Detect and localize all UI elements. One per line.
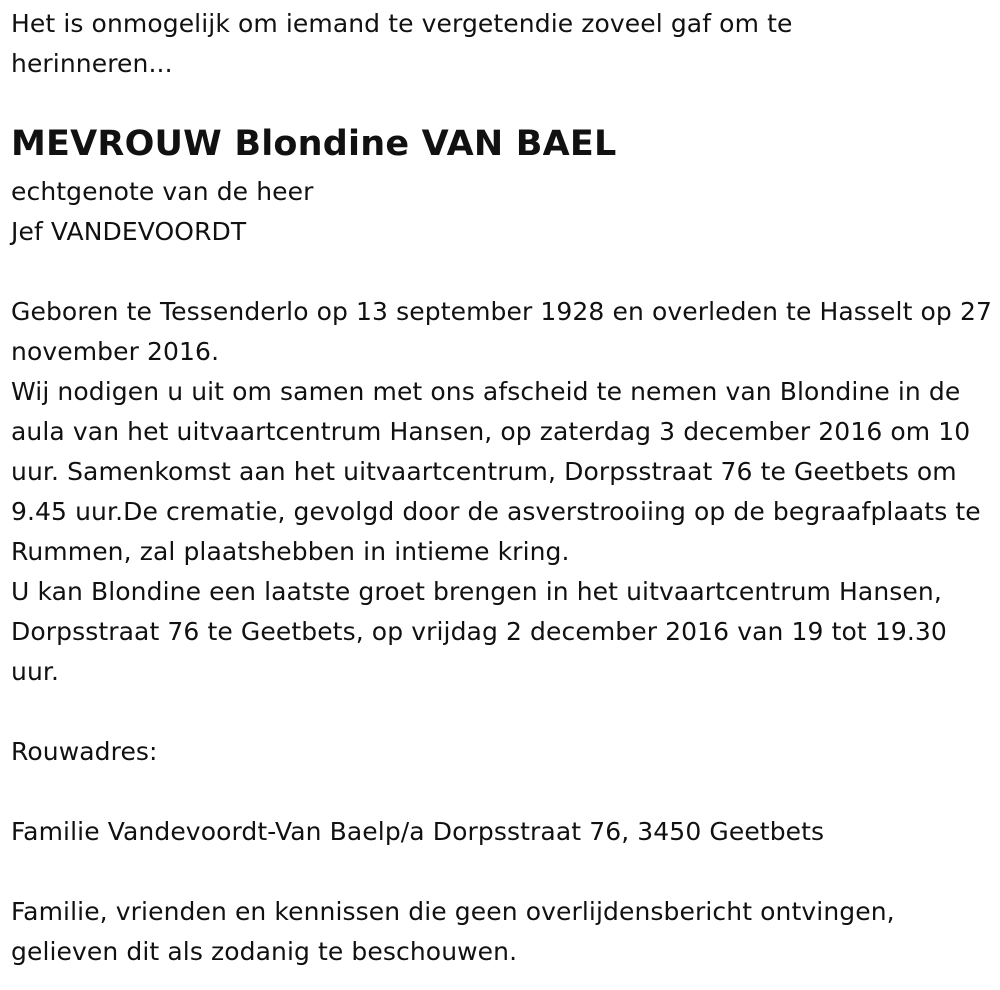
- mourning-address: Familie Vandevoordt-Van Baelp/a Dorpsstraat 76, 3450 Geetbets: [11, 817, 825, 846]
- visitation-text: U kan Blondine een laatste groet brengen in het uitvaartcentrum Hansen, Dorpsstraat 76 te Geetbets, op vrijdag 2 december 2016 van 19 tot 19.30 uur.: [11, 577, 947, 686]
- deceased-name: MEVROUW Blondine VAN BAEL: [11, 124, 617, 164]
- spouse-line-1: echtgenote van de heer: [11, 177, 314, 206]
- intro-quote: Het is onmogelijk om iemand te vergetendie zoveel gaf om te herinneren...: [11, 9, 793, 78]
- details-block: [11, 292, 992, 692]
- closing-text: Familie, vrienden en kennissen die geen overlijdensbericht ontvingen, gelieven dit als zodanig te beschouwen.: [11, 897, 895, 966]
- spouse-line-2: Jef VANDEVOORDT: [11, 217, 247, 246]
- farewell-text: Wij nodigen u uit om samen met ons afscheid te nemen van Blondine in de aula van het uitvaartcentrum Hansen, op zaterdag 3 december 2016 om 10 uur. Samenkomst aan het uitvaartcentrum, Dorpsstraat 76 te Geetbets om 9.45 uur.De crematie, gevolgd door de asverstrooiing op de begraafplaats te Rummen, zal plaatshebben in intieme kring.: [11, 377, 981, 566]
- spouse-info: [11, 172, 992, 252]
- born-died-text: Geboren te Tessenderlo op 13 september 1928 en overleden te Hasselt op 27 november 2016.: [11, 297, 992, 366]
- rouwadres-label: Rouwadres:: [11, 737, 158, 766]
